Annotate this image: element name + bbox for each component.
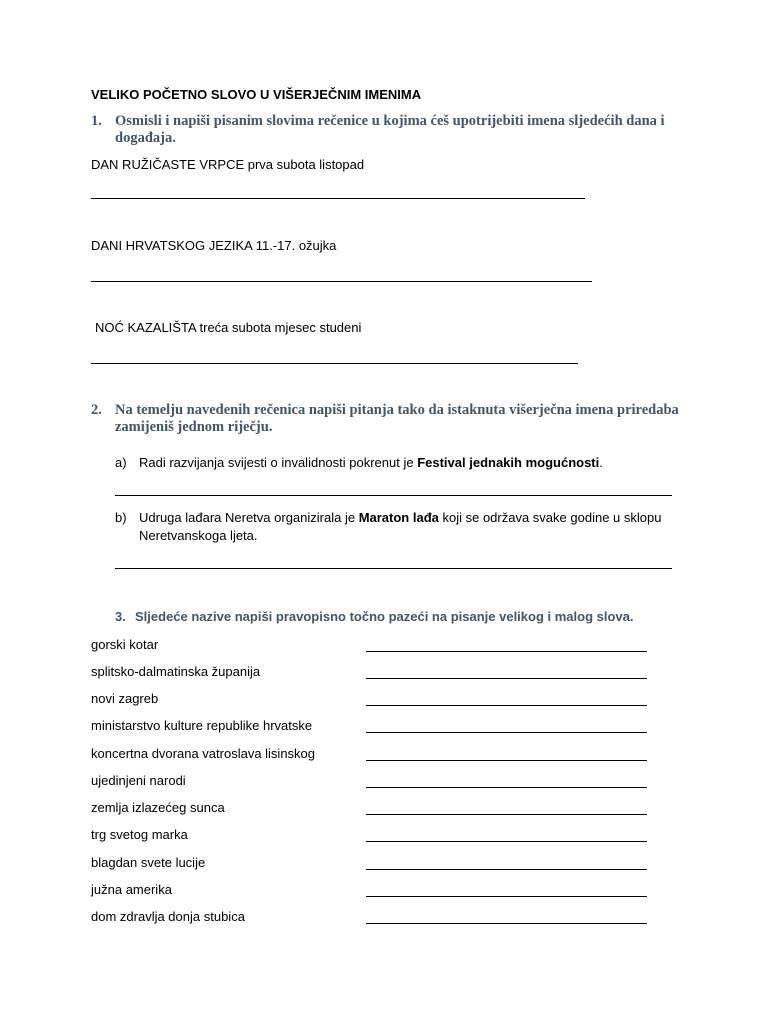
term-label: novi zagreb: [91, 691, 159, 706]
term-label: blagdan svete lucije: [91, 855, 206, 870]
subquestion-b-text-line2: Neretvanskoga ljeta.: [139, 528, 258, 543]
answer-line[interactable]: [366, 678, 647, 679]
question-3-number: 3.: [115, 609, 126, 624]
answer-line[interactable]: [366, 651, 647, 652]
answer-line[interactable]: [366, 869, 647, 870]
answer-line[interactable]: [366, 787, 647, 788]
answer-line[interactable]: [91, 363, 578, 364]
highlighted-name: Festival jednakih mogućnosti: [417, 455, 600, 470]
question-1-item: NOĆ KAZALIŠTA treća subota mjesec studeni: [95, 320, 362, 335]
answer-line[interactable]: [366, 896, 647, 897]
term-label: ministarstvo kulture republike hrvatske: [91, 718, 313, 733]
answer-line[interactable]: [366, 732, 647, 733]
term-label: zemlja izlazećeg sunca: [91, 800, 225, 815]
answer-line[interactable]: [115, 495, 672, 496]
question-1-item: DAN RUŽIČASTE VRPCE prva subota listopad: [91, 157, 365, 172]
highlighted-name: Maraton lađa: [358, 510, 439, 525]
subquestion-a-text: Radi razvijanja svijesti o invalidnosti pokrenut je Festival jednakih mogućnosti.: [139, 455, 603, 470]
answer-line[interactable]: [91, 198, 585, 199]
answer-line[interactable]: [115, 568, 672, 569]
question-1-text-line2: događaja.: [115, 130, 176, 146]
term-label: ujedinjeni narodi: [91, 773, 186, 788]
answer-line[interactable]: [366, 841, 647, 842]
question-1-item: DANI HRVATSKOG JEZIKA 11.-17. ožujka: [91, 238, 337, 253]
answer-line[interactable]: [366, 760, 647, 761]
question-2-text-line2: zamijeniš jednom riječju.: [115, 419, 273, 435]
answer-line[interactable]: [366, 814, 647, 815]
answer-line[interactable]: [91, 281, 592, 282]
subquestion-b-letter: b): [115, 510, 127, 525]
page-title: VELIKO POČETNO SLOVO U VIŠERJEČNIM IMENIMA: [91, 87, 422, 102]
subquestion-a-letter: a): [115, 455, 127, 470]
term-label: gorski kotar: [91, 637, 159, 652]
term-label: splitsko-dalmatinska županija: [91, 664, 261, 679]
question-1-text-line1: Osmisli i napiši pisanim slovima rečenice u kojima ćeš upotrijebiti imena sljedećih dana i: [115, 113, 665, 129]
answer-line[interactable]: [366, 923, 647, 924]
answer-line[interactable]: [366, 705, 647, 706]
subquestion-b-text: Udruga lađara Neretva organizirala je Maraton lađa koji se održava svake godine u sklopu: [139, 510, 662, 525]
term-label: trg svetog marka: [91, 827, 188, 842]
question-2-text-line1: Na temelju navedenih rečenica napiši pitanja tako da istaknuta višerječna imena priredaba: [115, 402, 679, 418]
term-label: južna amerika: [91, 882, 172, 897]
term-label: koncertna dvorana vatroslava lisinskog: [91, 746, 316, 761]
question-1-number: 1.: [91, 113, 102, 129]
question-3-text: Sljedeće nazive napiši pravopisno točno pazeći na pisanje velikog i malog slova.: [135, 609, 634, 624]
term-label: dom zdravlja donja stubica: [91, 909, 245, 924]
question-2-number: 2.: [91, 402, 102, 418]
